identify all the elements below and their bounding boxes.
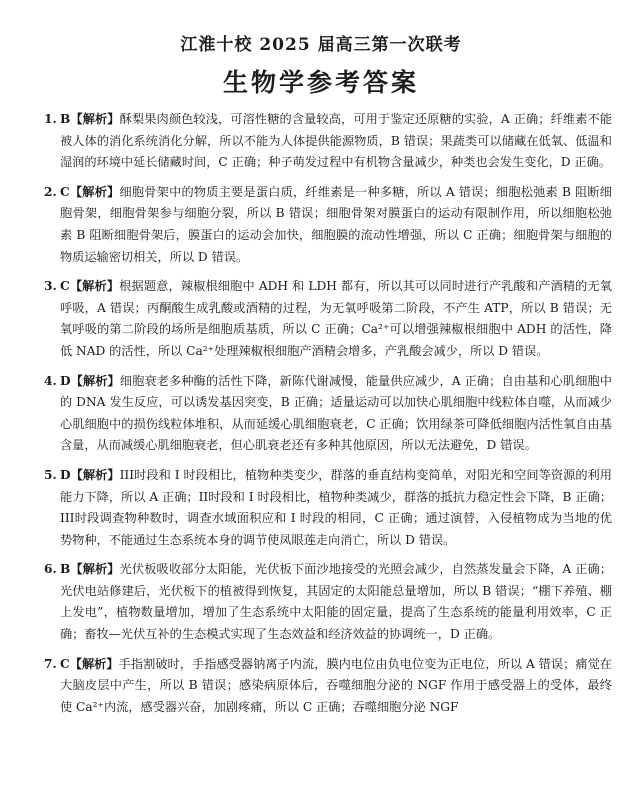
item-number: 1. xyxy=(44,112,57,126)
answer-tag: C【解析】 xyxy=(60,184,120,199)
answer-item-3 xyxy=(30,276,612,362)
answer-tag: D【解析】 xyxy=(60,467,120,482)
answer-tag: C【解析】 xyxy=(60,279,120,294)
item-text xyxy=(60,276,612,362)
answer-tag: B【解析】 xyxy=(60,112,120,126)
answer-item-6 xyxy=(30,559,612,645)
explanation: 细胞骨架中的物质主要是蛋白质，纤维素是一种多糖，所以 A 错误；细胞松弛素 B 阻断细胞骨架，细胞骨架参与细胞分裂，所以 B 错误；细胞骨架对膜蛋白的运动有限制作用，所以细胞松弛素 B 阻断细胞骨架后，膜蛋白的运动会加快，细胞膜的流动性增强，所以 C 正确；细胞骨架与细胞的物质运输密切相关，所以 D 错误。 xyxy=(60,184,612,264)
item-number: 3. xyxy=(44,279,57,294)
answer-tag: B【解析】 xyxy=(60,562,120,577)
answer-tag: C【解析】 xyxy=(60,656,119,671)
exam-title: 江淮十校 2025 届高三第一次联考 xyxy=(180,35,462,55)
explanation: 酥梨果肉颜色较浅，可溶性糖的含量较高，可用于鉴定还原糖的实验，A 正确；纤维素不能被人体的消化系统消化分解，所以不能为人体提供能源物质，B 错误；果蔬类可以储藏在低氧、低温和湿润的环境中延长储藏时间，C 正确；种子萌发过程中有机物含量减少，种类也会发生变化，D 正确。 xyxy=(60,112,612,170)
item-text xyxy=(60,109,612,174)
item-number: 2. xyxy=(44,184,57,199)
item-text xyxy=(60,182,612,268)
item-number: 4. xyxy=(44,373,57,388)
explanation: 根据题意，辣椒根细胞中 ADH 和 LDH 都有，所以其可以同时进行产乳酸和产酒精的无氧呼吸，A 错误；丙酮酸生成乳酸或酒精的过程，为无氧呼吸第二阶段，不产生 ATP，所以 B 错误；无氧呼吸的第二阶段的场所是细胞质基质，所以 C 正确；Ca²⁺可以增强辣椒根细胞中 ADH 的活性，降低 NAD 的活性，所以 Ca²⁺处理辣椒根细胞产酒精会增多，产乳酸会减少，所以 D 错误。 xyxy=(60,279,612,358)
explanation: 手指割破时，手指感受器钠离子内流，膜内电位由负电位变为正电位，所以 A 错误；痛觉在大脑皮层中产生，所以 B 错误；感染病原体后，吞噬细胞分泌的 NGF 作用于感受器上的受体，最终使 Ca²⁺内流，感受器兴奋，加剧疼痛，所以 C 正确；吞噬细胞分泌 NGF xyxy=(60,656,612,714)
explanation: 细胞衰老多种酶的活性下降，新陈代谢减慢，能量供应减少，A 正确；自由基和心肌细胞中的 DNA 发生反应，可以诱发基因突变，B 正确；适量运动可以加快心肌细胞中线粒体自噬，从而减少心肌细胞中的损伤线粒体堆积，从而延缓心肌细胞衰老，C 正确；饮用绿茶可降低细胞内活性氧自由基含量，从而减缓心肌细胞衰老，但心肌衰老还有多种其他原因，所以无法避免，D 错误。 xyxy=(60,373,612,453)
answer-item-1 xyxy=(30,109,612,174)
item-text xyxy=(60,371,612,457)
item-number: 6. xyxy=(44,562,57,577)
item-number: 5. xyxy=(44,467,57,482)
item-text xyxy=(60,654,612,719)
answer-item-7 xyxy=(30,654,612,719)
answer-item-2 xyxy=(30,182,612,268)
explanation: 光伏板吸收部分太阳能，光伏板下面沙地接受的光照会减少，自然蒸发量会下降，A 正确；光伏电站修建后，光伏板下的植被得到恢复，其固定的太阳能总量增加，所以 B 错误；“棚下养殖、棚上发电”，植物数量增加，增加了生态系统中太阳能的固定量，提高了生态系统的能量利用效率，C 正确；畜牧—光伏互补的生态模式实现了生态效益和经济效益的协调统一，D 正确。 xyxy=(60,562,612,642)
document-title: 生物学参考答案 xyxy=(222,68,419,97)
item-text xyxy=(60,465,612,551)
item-text xyxy=(60,559,612,645)
answer-tag: D【解析】 xyxy=(60,373,120,388)
item-number: 7. xyxy=(44,656,57,671)
answer-list xyxy=(30,109,612,718)
answer-item-5 xyxy=(30,465,612,551)
answer-item-4 xyxy=(30,371,612,457)
explanation: III时段和 I 时段相比，植物种类变少，群落的垂直结构变简单，对阳光和空间等资源的利用能力下降，所以 A 正确；II时段和 I 时段相比，植物种类减少，群落的抵抗力稳定性会下降，B 正确；III时段调查物种数时，调查水域面积应和 I 时段的相同，C 正确；通过演替，入侵植物成为当地的优势物种，不能通过生态系统本身的调节使凤眼莲走向消亡，所以 D 错误。 xyxy=(60,467,612,547)
